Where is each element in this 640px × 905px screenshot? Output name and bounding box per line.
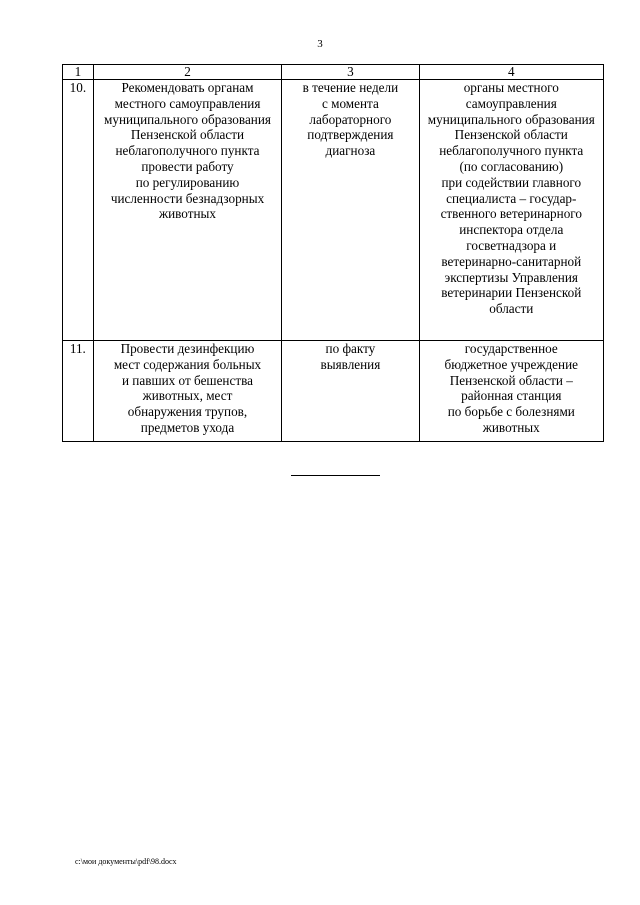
cell-text-line: предметов ухода xyxy=(140,419,235,435)
end-separator-line xyxy=(291,475,380,476)
cell-text-line: неблагополучного пункта xyxy=(115,143,260,159)
cell-text-line: Пензенской области xyxy=(130,127,245,143)
column-header-3: 3 xyxy=(282,65,419,80)
cell-text-line: ветеринарии Пензенской xyxy=(441,285,582,301)
cell-text-line: по факту xyxy=(325,341,376,356)
cell-text-line: экспертизы Управления xyxy=(444,269,578,285)
cell-text-line: инспектора отдела xyxy=(459,222,564,238)
column-header-1: 1 xyxy=(63,65,94,80)
responsible-cell xyxy=(419,80,603,341)
cell-text-line: Пензенской области xyxy=(454,127,568,143)
row-number: 10. xyxy=(63,80,94,341)
cell-text-line: государственное xyxy=(464,341,558,356)
cell-text-line: неблагополучного пункта xyxy=(439,143,584,159)
cell-text-line: животных xyxy=(158,206,216,222)
responsible-cell xyxy=(419,341,603,442)
table-row xyxy=(63,341,604,442)
table-header-row xyxy=(63,65,604,80)
measures-table xyxy=(62,64,604,442)
cell-text-line: самоуправления xyxy=(465,95,557,111)
cell-text-line: животных, мест xyxy=(142,388,233,404)
cell-text-line: ветеринарно-санитарной xyxy=(441,253,582,269)
cell-text-line: подтверждения xyxy=(307,127,394,143)
measure-cell xyxy=(93,80,282,341)
cell-text-line: области xyxy=(489,301,534,317)
column-header-4: 4 xyxy=(419,65,603,80)
measure-cell xyxy=(93,341,282,442)
table-row xyxy=(63,80,604,341)
cell-text-line: обнаружения трупов, xyxy=(127,404,248,420)
cell-text-line: госветнадзора и xyxy=(466,237,557,253)
cell-text-line: и павших от бешенства xyxy=(121,372,254,388)
cell-text-line: лабораторного xyxy=(309,111,392,127)
cell-text-line: муниципального образования xyxy=(104,111,271,127)
cell-text-line: Провести дезинфекцию xyxy=(120,341,255,356)
cell-text-line: муниципального образования xyxy=(427,111,595,127)
cell-text-line: по регулированию xyxy=(135,174,240,190)
cell-text-line: мест содержания больных xyxy=(113,356,262,372)
row-number: 11. xyxy=(63,341,94,442)
cell-text-line: органы местного xyxy=(463,80,559,95)
cell-text-line: по борьбе с болезнями xyxy=(447,404,575,420)
cell-text-line: в течение недели xyxy=(302,80,399,95)
cell-text-line: выявления xyxy=(320,356,381,372)
cell-text-line: животных xyxy=(482,419,540,435)
column-header-2: 2 xyxy=(93,65,282,80)
page-number: 3 xyxy=(317,38,323,50)
cell-text-line: диагноза xyxy=(325,143,376,159)
cell-text-line: при содействии главного xyxy=(441,174,582,190)
cell-text-line: Рекомендовать органам xyxy=(121,80,254,95)
cell-text-line: численности безнадзорных xyxy=(110,190,265,206)
cell-text-line: с момента xyxy=(321,95,379,111)
cell-text-line: Пензенской области – xyxy=(449,372,573,388)
cell-text-line: бюджетное учреждение xyxy=(444,356,578,372)
deadline-cell xyxy=(282,341,419,442)
cell-text-line: районная станция xyxy=(461,388,562,404)
cell-text-line: местного самоуправления xyxy=(114,95,261,111)
cell-text-line: специалиста – государ- xyxy=(446,190,577,206)
deadline-cell xyxy=(282,80,419,341)
cell-text-line: (по согласованию) xyxy=(459,158,564,174)
cell-text-line: ственного ветеринарного xyxy=(440,206,582,222)
file-path-footer: c:\мои документы\pdf\98.docx xyxy=(75,857,177,866)
cell-text-line: провести работу xyxy=(141,158,234,174)
